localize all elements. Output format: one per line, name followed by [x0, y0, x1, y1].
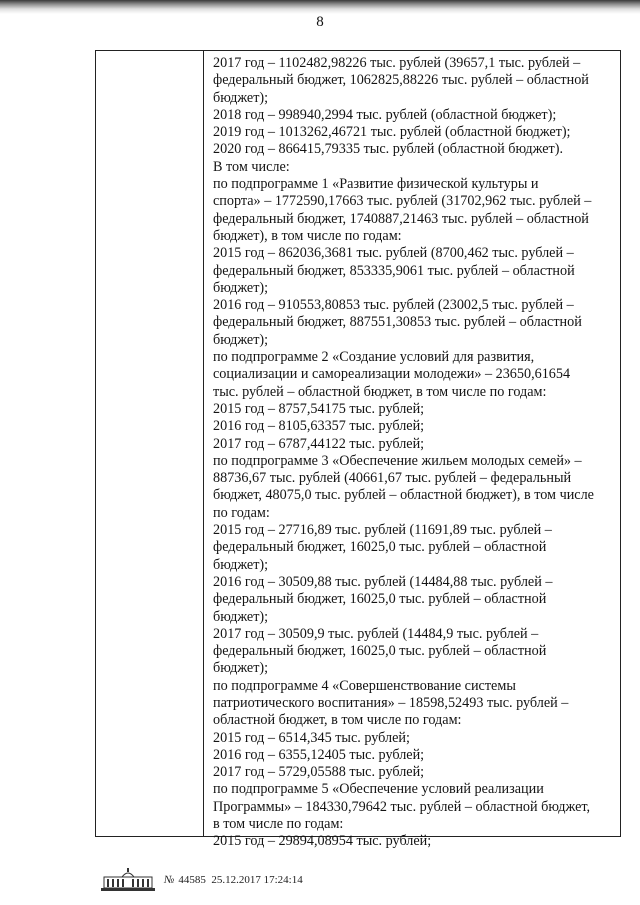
text-line: 2015 год – 29894,08954 тыс. рублей;: [213, 833, 432, 850]
text-line: 2015 год – 27716,89 тыс. рублей (11691,89 тыс. рублей –: [213, 522, 552, 539]
text-line: бюджет), в том числе по годам:: [213, 227, 402, 244]
document-table: [95, 50, 621, 850]
text-line: социализации и самореализации молодежи» – 23650,61654: [213, 366, 571, 383]
text-line: 2017 год – 30509,9 тыс. рублей (14484,9 тыс. рублей –: [213, 625, 539, 642]
text-line: по подпрограмме 1 «Развитие физической культуры и: [213, 176, 539, 193]
text-line: Программы» – 184330,79642 тыс. рублей – областной бюджет,: [213, 798, 591, 815]
text-line: спорта» – 1772590,17663 тыс. рублей (31702,962 тыс. рублей –: [213, 193, 592, 210]
government-building-icon: [100, 868, 156, 892]
text-line: 88736,67 тыс. рублей (40661,67 тыс. рублей – федеральный: [213, 470, 572, 487]
text-line: по подпрограмме 5 «Обеспечение условий реализации: [213, 781, 544, 798]
text-line: бюджет);: [213, 608, 269, 625]
text-line: федеральный бюджет, 887551,30853 тыс. рублей – областной: [213, 314, 582, 331]
text-line: бюджет);: [213, 660, 269, 677]
text-line: областной бюджет, в том числе по годам:: [213, 712, 462, 729]
text-line: по подпрограмме 4 «Совершенствование системы: [213, 677, 516, 694]
text-line: 2017 год – 1102482,98226 тыс. рублей (39657,1 тыс. рублей –: [213, 55, 581, 71]
table-left-column: [96, 51, 204, 836]
text-line: федеральный бюджет, 1062825,88226 тыс. рублей – областной: [213, 72, 589, 89]
text-line: В том числе:: [213, 158, 290, 175]
text-line: 2016 год – 910553,80853 тыс. рублей (23002,5 тыс. рублей –: [213, 297, 574, 314]
text-line: патриотического воспитания» – 18598,52493 тыс. рублей –: [213, 694, 569, 711]
footer-registration: [164, 874, 303, 886]
text-line: 2015 год – 6514,345 тыс. рублей;: [213, 729, 410, 746]
text-line: федеральный бюджет, 1740887,21463 тыс. рублей – областной: [213, 210, 589, 227]
text-line: бюджет, 48075,0 тыс. рублей – областной бюджет), в том числе: [213, 487, 594, 504]
text-line: 2015 год – 8757,54175 тыс. рублей;: [213, 400, 425, 417]
document-number: 44585: [178, 874, 206, 886]
text-line: 2017 год – 6787,44122 тыс. рублей;: [213, 435, 425, 452]
document-footer: [100, 866, 303, 894]
text-line: 2020 год – 866415,79335 тыс. рублей (областной бюджет).: [213, 141, 564, 158]
text-line: по подпрограмме 2 «Создание условий для развития,: [213, 349, 535, 366]
text-line: тыс. рублей – областной бюджет, в том числе по годам:: [213, 383, 547, 400]
text-line: 2016 год – 6355,12405 тыс. рублей;: [213, 746, 425, 763]
text-line: федеральный бюджет, 16025,0 тыс. рублей – областной: [213, 539, 547, 556]
text-line: 2015 год – 862036,3681 тыс. рублей (8700,462 тыс. рублей –: [213, 245, 574, 262]
text-line: бюджет);: [213, 89, 269, 106]
text-line: бюджет);: [213, 331, 269, 348]
text-line: в том числе по годам:: [213, 816, 344, 833]
text-line: федеральный бюджет, 16025,0 тыс. рублей – областной: [213, 643, 547, 660]
text-line: федеральный бюджет, 853335,9061 тыс. рублей – областной: [213, 262, 575, 279]
text-line: 2016 год – 8105,63357 тыс. рублей;: [213, 418, 425, 435]
text-line: по подпрограмме 3 «Обеспечение жильем молодых семей» –: [213, 452, 582, 469]
text-line: 2017 год – 5729,05588 тыс. рублей;: [213, 764, 425, 781]
page-number: 8: [316, 14, 324, 30]
table-text-cell: [204, 51, 620, 851]
text-line: 2019 год – 1013262,46721 тыс. рублей (областной бюджет);: [213, 124, 571, 141]
text-line: бюджет);: [213, 556, 269, 573]
scan-edge-shadow: [0, 0, 640, 14]
registration-timestamp: 25.12.2017 17:24:14: [211, 874, 303, 886]
text-line: федеральный бюджет, 16025,0 тыс. рублей – областной: [213, 591, 547, 608]
text-line: 2018 год – 998940,2994 тыс. рублей (областной бюджет);: [213, 106, 557, 123]
text-line: бюджет);: [213, 279, 269, 296]
text-line: по годам:: [213, 504, 270, 521]
number-sign: №: [164, 874, 175, 886]
text-line: 2016 год – 30509,88 тыс. рублей (14484,88 тыс. рублей –: [213, 573, 553, 590]
